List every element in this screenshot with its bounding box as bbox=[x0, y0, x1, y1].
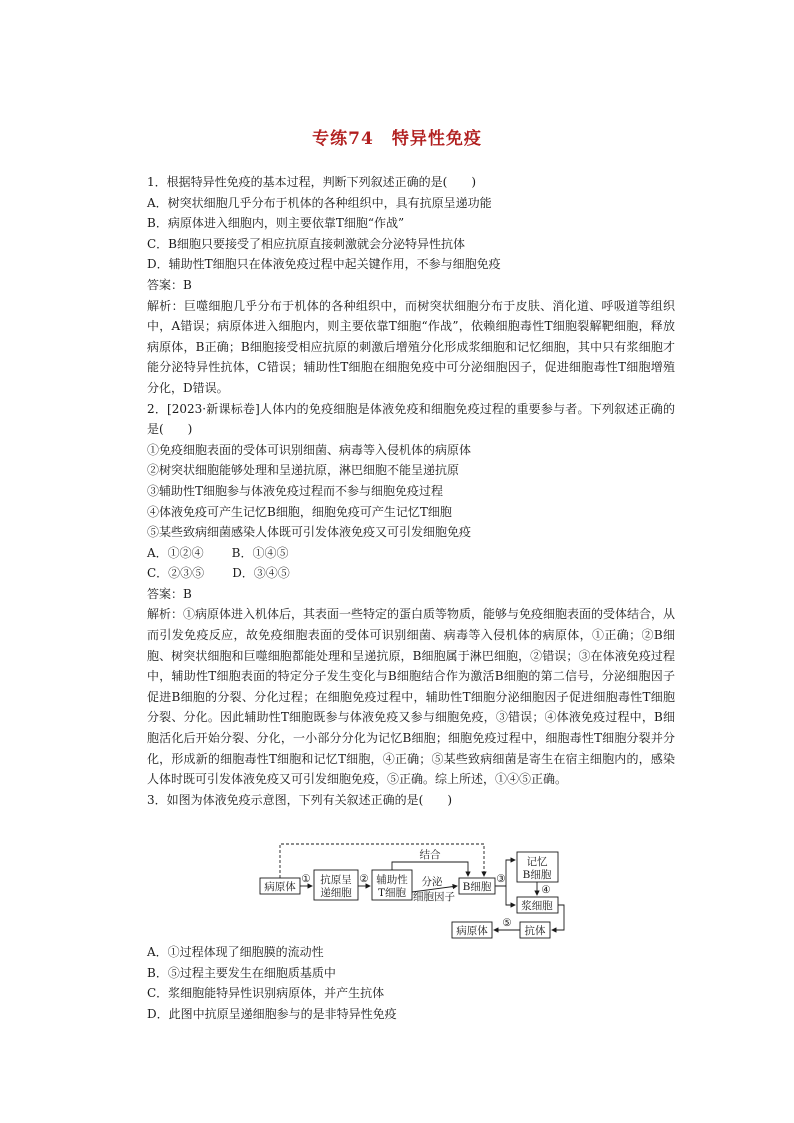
q2-option-a: A．①②④ bbox=[147, 545, 204, 560]
memory-label-1: 记忆 bbox=[526, 856, 548, 868]
question-content bbox=[147, 172, 675, 810]
q3-options bbox=[147, 942, 675, 1024]
q2-option-c: C．②③⑤ bbox=[147, 566, 205, 581]
pathogen2-label: 病原体 bbox=[456, 925, 488, 937]
q2-answer: 答案：B bbox=[147, 586, 192, 601]
q1-option-b: B．病原体进入细胞内，则主要依靠T细胞“作战” bbox=[147, 216, 405, 231]
q2-item-3: ③辅助性T细胞参与体液免疫过程而不参与细胞免疫过程 bbox=[147, 483, 444, 498]
q1-answer: 答案：B bbox=[147, 277, 192, 292]
th-label-2: T细胞 bbox=[377, 887, 407, 899]
combine-label: 结合 bbox=[419, 849, 441, 861]
b-cell-label: B细胞 bbox=[462, 881, 492, 893]
q2-stem: 2．[2023·新课标卷]人体内的免疫细胞是体液免疫和细胞免疫过程的重要参与者。下列叙述正确的是( ) bbox=[147, 401, 675, 437]
antibody-label: 抗体 bbox=[524, 925, 546, 937]
q1-option-d: D．辅助性T细胞只在体液免疫过程中起关键作用，不参与细胞免疫 bbox=[147, 257, 501, 272]
apc-label-1: 抗原呈 bbox=[320, 874, 352, 886]
q1-option-c: C．B细胞只要接受了相应抗原直接刺激就会分泌特异性抗体 bbox=[147, 236, 466, 251]
q3-option-a: A．①过程体现了细胞膜的流动性 bbox=[147, 945, 324, 959]
page-title: 专练74 特异性免疫 bbox=[312, 129, 482, 149]
q2-options-row-2 bbox=[147, 563, 675, 584]
plasma-label: 浆细胞 bbox=[521, 900, 553, 912]
q2-item-4: ④体液免疫可产生记忆B细胞，细胞免疫可产生记忆T细胞 bbox=[147, 504, 452, 519]
q1-analysis: 解析：巨噬细胞几乎分布于机体的各种组织中，而树突状细胞分布于皮肤、消化道、呼吸道等组织中，A错误；病原体进入细胞内，则主要依靠T细胞“作战”，依赖细胞毒性T细胞裂解靶细胞，释放病原体，B正确；B细胞接受相应抗原的刺激后增殖分化形成浆细胞和记忆细胞，其中只有浆细胞才能分泌特异性抗体，C错误；辅助性T细胞在细胞免疫中可分泌细胞因子，促进细胞毒性T细胞增殖分化，D错误。 bbox=[147, 298, 675, 395]
q2-option-b: B．①④⑤ bbox=[231, 545, 289, 560]
humoral-immunity-diagram bbox=[256, 838, 566, 944]
memory-label-2: B细胞 bbox=[522, 869, 552, 881]
apc-label-2: 递细胞 bbox=[320, 887, 352, 899]
q3-option-b: B．⑤过程主要发生在细胞质基质中 bbox=[147, 965, 336, 980]
step-1-label: ① bbox=[301, 873, 311, 885]
secrete-label: 分泌 bbox=[421, 876, 443, 888]
step-3-label: ③ bbox=[496, 873, 506, 885]
q1-stem: 1．根据特异性免疫的基本过程，判断下列叙述正确的是( ) bbox=[147, 175, 477, 189]
q1-option-a: A．树突状细胞几乎分布于机体的各种组织中，具有抗原呈递功能 bbox=[147, 195, 492, 210]
q3-stem: 3．如图为体液免疫示意图，下列有关叙述正确的是( ) bbox=[147, 792, 453, 807]
q2-item-5: ⑤某些致病细菌感染人体既可引发体液免疫又可引发细胞免疫 bbox=[147, 525, 472, 540]
q3-option-c: C．浆细胞能特异性识别病原体，并产生抗体 bbox=[147, 986, 385, 1001]
cytokine-label: 细胞因子 bbox=[413, 891, 455, 903]
q3-option-d: D．此图中抗原呈递细胞参与的是非特异性免疫 bbox=[147, 1006, 397, 1021]
step-5-label: ⑤ bbox=[502, 917, 512, 929]
th-label-1: 辅助性 bbox=[376, 874, 408, 886]
q2-item-2: ②树突状细胞能够处理和呈递抗原，淋巴细胞不能呈递抗原 bbox=[147, 463, 460, 478]
pathogen-label: 病原体 bbox=[264, 881, 296, 893]
step-4-label: ④ bbox=[541, 884, 551, 896]
q2-options-row-1 bbox=[147, 543, 675, 564]
q2-analysis: 解析：①病原体进入机体后，其表面一些特定的蛋白质等物质，能够与免疫细胞表面的受体结合，从而引发免疫反应，故免疫细胞表面的受体可识别细菌、病毒等入侵机体的病原体，①正确；②B细胞、树突状细胞和巨噬细胞都能处理和呈递抗原，B细胞属于淋巴细胞，②错误；③在体液免疫过程中，辅助性T细胞表面的特定分子发生变化与B细胞结合作为激活B细胞的第二信号，分泌细胞因子促进B细胞的分裂、分化过程；在细胞免疫过程中，辅助性T细胞分泌细胞因子促进细胞毒性T细胞分裂、分化。因此辅助性T细胞既参与体液免疫又参与细胞免疫，③错误；④体液免疫过程中，B细胞活化后开始分裂、分化，一小部分分化为记忆B细胞；细胞免疫过程中，细胞毒性T细胞分裂并分化，形成新的细胞毒性T细胞和记忆T细胞，④正确；⑤某些致病细菌是寄生在宿主细胞内的，感染人体时既可引发体液免疫又可引发细胞免疫，⑤正确。综上所述，①④⑤正确。 bbox=[147, 607, 676, 787]
q2-item-1: ①免疫细胞表面的受体可识别细菌、病毒等入侵机体的病原体 bbox=[147, 442, 472, 457]
step-2-label: ② bbox=[359, 873, 369, 885]
q2-option-d: D．③④⑤ bbox=[232, 566, 290, 581]
